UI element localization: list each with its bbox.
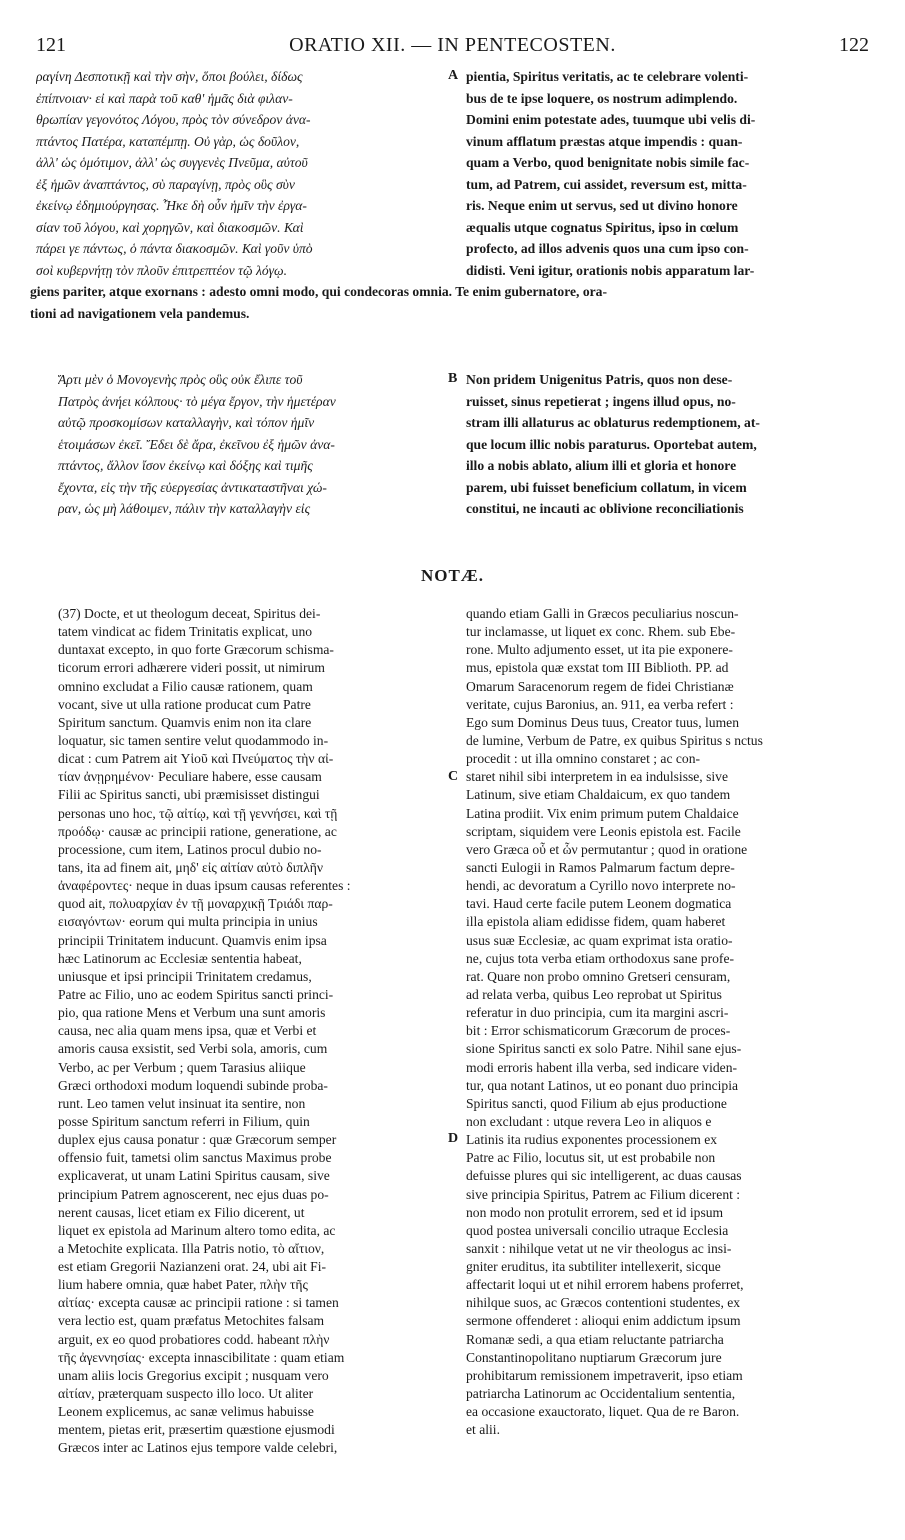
note-text-line: ἀναφέροντες· neque in duas ipsum causas referentes : bbox=[58, 878, 351, 894]
greek-text-line: θρωπίαν γεγονότος Λόγου, πρὸς τὸν σύνεδρον ἀνα- bbox=[36, 112, 311, 127]
note-text-line: Filii ac Spiritus sancti, ubi præmisisset distingui bbox=[58, 787, 320, 803]
note-text-line: causa, nec alia quam mens ipsa, quæ et Verbi et bbox=[58, 1023, 317, 1039]
note-text-line: processione, cum item, Latinos procul dubio no- bbox=[58, 841, 322, 857]
latin-text-line: que locum illic nobis paraturus. Oportebat autem, bbox=[466, 436, 757, 452]
note-text-line: duplex ejus causa ponatur : quæ Græcorum semper bbox=[58, 1132, 337, 1148]
note-text-line: nihilque suos, ac Græcos contentioni studentes, ex bbox=[466, 1295, 741, 1311]
note-text-line: arguit, ex eo quod probatiores codd. habeant πλὴν bbox=[58, 1331, 330, 1347]
note-text-line: amoris causa exsistit, sed Verbi sola, amoris, cum bbox=[58, 1041, 328, 1057]
latin-column-section-2 bbox=[466, 369, 870, 520]
note-text-line: bit : Error schismaticorum Græcorum de proces- bbox=[466, 1023, 731, 1039]
running-header bbox=[36, 34, 869, 60]
latin-text-line: æqualis utque cognatus Spiritus, ipso in cœlum bbox=[466, 219, 739, 235]
note-text-line: sancti Eulogii in Ramos Palmarum factum depre- bbox=[466, 859, 735, 875]
note-text-line: τίαν ἀνῃρημένον· Peculiare habere, esse causam bbox=[58, 769, 322, 785]
note-text-line: Patre ac Filio, uno ac eodem Spiritus sancti princi- bbox=[58, 986, 334, 1002]
latin-text-line: tum, ad Patrem, cui assidet, reversum est, mitta- bbox=[466, 176, 747, 192]
note-text-line: lium habere omnia, quæ habet Pater, πλὴν τῆς bbox=[58, 1277, 308, 1293]
note-text-line: mus, epistola quæ exstat tom III Biblioth. PP. ad bbox=[466, 660, 729, 676]
column-marker-d: D bbox=[448, 1131, 459, 1146]
note-text-line: illa epistola aliam edidisse fidem, quam haberet bbox=[466, 914, 726, 930]
greek-column-section-1 bbox=[36, 66, 444, 281]
note-text-line: modi erroris habent illa verba, sed indicare viden- bbox=[466, 1059, 738, 1075]
column-marker-c: C bbox=[448, 769, 459, 784]
latin-text-line: bus de te ipse loquere, os nostrum adimplendo. bbox=[466, 90, 738, 106]
latin-text-line: stram illi allaturus ac oblaturus redemptionem, at- bbox=[466, 415, 760, 430]
note-text-line: sermone offenderet : alioqui enim addictum ipsum bbox=[466, 1313, 741, 1329]
full-width-latin-continuation bbox=[30, 281, 870, 324]
greek-text-line: ἔχοντα, εἰς τὴν τῆς εὐεργεσίας ἀντικαταστῆναι χώ- bbox=[58, 479, 327, 495]
note-text-line: veritate, cujus Baronius, an. 911, ea verba refert : bbox=[466, 696, 734, 712]
greek-text-line: αὐτῷ προσκομίσων καταλλαγὴν, καὶ τόπον ἡμῖν bbox=[58, 415, 315, 430]
note-text-line: hendi, ac devoratum a Cyrillo novo interprete no- bbox=[466, 878, 736, 894]
note-text-line: loquatur, sic tamen sentire velut quodammodo in- bbox=[58, 732, 329, 748]
latin-text-line: ris. Neque enim ut servus, sed ut divino honore bbox=[466, 198, 738, 213]
greek-text-line: πτάντος Πατέρα, καταπέμπῃ. Οὐ γὰρ, ὡς δοῦλον, bbox=[36, 133, 300, 149]
note-text-line: (37) Docte, et ut theologum deceat, Spiritus dei- bbox=[58, 606, 321, 621]
note-text-line: ticorum errori adhærere videri possit, ut nimirum bbox=[58, 660, 325, 676]
note-text-line: liquet ex epistola ad Marinum altero tomo edita, ac bbox=[58, 1222, 336, 1238]
note-text-line: quod ait, πολυαρχίαν ἐν τῇ μοναρχικῇ Τριάδι παρ- bbox=[58, 896, 333, 912]
latin-text-line: illo a nobis ablato, alium illi et gloria et honore bbox=[466, 458, 737, 473]
note-text-line: personas uno hoc, τῷ αἰτίῳ, καὶ τῇ γεννήσει, καὶ τῇ bbox=[58, 805, 338, 821]
greek-text-line: Ἄρτι μὲν ὁ Μονογενὴς πρὸς οὓς οὐκ ἔλιπε τοῦ bbox=[58, 372, 303, 387]
note-text-line: Verbo, ac per Verbum ; quem Tarasius aliique bbox=[58, 1059, 306, 1075]
note-text-line: Latinis ita rudius exponentes processionem ex bbox=[466, 1132, 718, 1148]
note-text-line: mentem, pietas erit, præsertim quæstione ejusmodi bbox=[58, 1422, 335, 1438]
note-text-line: et alii. bbox=[466, 1422, 500, 1438]
note-text-line: Spiritus sancti, quod Filium ab ejus productione bbox=[466, 1095, 727, 1111]
note-text-line: duntaxat excepto, in quo forte Græcorum schisma- bbox=[58, 642, 334, 658]
latin-text-line: profecto, ad illos advenis quos una cum ipso con- bbox=[466, 241, 749, 256]
note-text-line: tans, ita ad finem ait, μηδ' εἰς αἰτίαν αὐτὸ διπλῆν bbox=[58, 859, 324, 875]
greek-text-line: σίαν τοῦ λόγου, καὶ χορηγῶν, καὶ διακοσμῶν. Καὶ bbox=[36, 219, 304, 235]
latin-text-line: didisti. Veni igitur, orationis nobis apparatum lar- bbox=[466, 262, 755, 278]
note-text-line: runt. Leo tamen velut insinuat ita sentire, non bbox=[58, 1095, 306, 1111]
note-text-line: προόδῳ· causæ ac principii ratione, generatione, ac bbox=[58, 823, 337, 839]
note-text-line: αἰτίας· excepta causæ ac principii ratione : si tamen bbox=[58, 1295, 339, 1311]
note-text-line: tur inclamasse, ut liquet ex conc. Rhem. sub Ebe- bbox=[466, 624, 736, 640]
note-text-line: sione Spiritus sancti ex solo Patre. Nihil sane ejus- bbox=[466, 1041, 742, 1057]
page-number-right: 122 bbox=[839, 34, 869, 56]
note-text-line: Patre ac Filio, locutus sit, ut est probabile non bbox=[466, 1150, 716, 1166]
column-marker-b: B bbox=[448, 371, 458, 386]
note-text-line: Græci orthodoxi modum loquendi subinde proba- bbox=[58, 1077, 328, 1093]
note-text-line: Ego sum Dominus Deus tuus, Creator tuus, lumen bbox=[466, 714, 739, 730]
latin-text-line: Non pridem Unigenitus Patris, quos non dese- bbox=[466, 372, 733, 387]
note-text-line: tur, qua notant Latinos, ut eo ponant duo principia bbox=[466, 1077, 739, 1093]
note-text-line: affectarit loqui ut et nihil errorem habens proferret, bbox=[466, 1277, 744, 1293]
note-text-line: omnino excludat a Filio causæ rationem, quam bbox=[58, 678, 313, 694]
note-text-line: αἰτίαν, præterquam suspecto illo loco. Ut aliter bbox=[58, 1386, 314, 1402]
latin-text-line: tioni ad navigationem vela pandemus. bbox=[30, 305, 250, 321]
note-text-line: Græcos inter ac Latinos ejus tempore valde celebri, bbox=[58, 1440, 338, 1456]
note-text-line: Constantinopolitano nuptiarum Græcorum jure bbox=[466, 1349, 722, 1365]
note-text-line: quando etiam Galli in Græcos peculiarius noscun- bbox=[466, 606, 739, 621]
note-text-line: Omarum Saracenorum regem de fidei Christianæ bbox=[466, 678, 734, 694]
note-text-line: principii Trinitatem inducunt. Quamvis enim ipsa bbox=[58, 932, 327, 948]
note-text-line: staret nihil sibi interpretem in ea indulsisse, sive bbox=[466, 769, 729, 785]
latin-text-line: pientia, Spiritus veritatis, ac te celebrare volenti- bbox=[466, 69, 749, 84]
note-text-line: quod postea universali concilio utraque Ecclesia bbox=[466, 1222, 729, 1238]
note-text-line: nerent causas, licet etiam ex Filio dicerent, ut bbox=[58, 1204, 305, 1220]
note-text-line: rat. Quare non probo omnino Gretseri censuram, bbox=[466, 968, 731, 984]
latin-text-line: constitui, ne incauti ac oblivione reconciliationis bbox=[466, 501, 744, 516]
note-text-line: dicat : cum Patrem ait Υἱοῦ καὶ Πνεύματος τὴν αἰ- bbox=[58, 751, 334, 767]
note-text-line: principium Patrem agnoscerent, nec ejus duas po- bbox=[58, 1186, 329, 1202]
notes-heading: NOTÆ. bbox=[420, 566, 485, 585]
note-text-line: Romanæ sedi, a qua etiam reluctante patriarcha bbox=[466, 1331, 724, 1347]
column-marker-a: A bbox=[448, 68, 459, 83]
note-text-line: prohibitarum remissionem impetraverit, ipso etiam bbox=[466, 1367, 743, 1383]
note-text-line: rone. Multo adjumento esset, ut ita pie exponere- bbox=[466, 642, 733, 658]
note-text-line: sanxit : nihilque vetat ut ne vir theologus ac insi- bbox=[466, 1240, 732, 1256]
greek-text-line: Πατρὸς ἀνήει κόλπους· τὸ μέγα ἔργον, τὴν ἡμετέραν bbox=[58, 393, 336, 409]
note-text-line: sive principia Spiritus, Patrem ac Filium dicerent : bbox=[466, 1186, 741, 1202]
greek-text-line: ἀλλ' ὡς ὁμότιμον, ἀλλ' ὡς συγγενὲς Πνεῦμα, αὐτοῦ bbox=[36, 155, 308, 170]
latin-text-line: giens pariter, atque exornans : adesto omni modo, qui condecoras omnia. Te enim gubernatore, ora- bbox=[30, 284, 607, 299]
greek-text-line: ἐκείνῳ ἐδημιούργησας. Ἧκε δὴ οὖν ἡμῖν τὴν ἐργα- bbox=[36, 198, 307, 213]
note-text-line: ad relata verba, quibus Leo reprobat ut Spiritus bbox=[466, 986, 722, 1002]
latin-text-line: quam a Verbo, quod benignitate nobis simile fac- bbox=[466, 155, 750, 170]
latin-column-section-1 bbox=[466, 66, 870, 281]
note-text-line: a Metochite explicata. Illa Patris notio, τὸ αἴτιον, bbox=[58, 1240, 325, 1256]
note-text-line: pio, qua ratione Mens et Verbum una sunt amoris bbox=[58, 1005, 326, 1021]
greek-text-line: πάρει γε πάντως, ὁ πάντα διακοσμῶν. Καὶ γοῦν ὑπὸ bbox=[36, 241, 313, 256]
note-text-line: referatur in duo principia, cum ita margini ascri- bbox=[466, 1005, 729, 1021]
note-text-line: non modo non protulit errorem, sed et id ipsum bbox=[466, 1204, 724, 1220]
latin-text-line: vinum afflatum præstas atque impendis : quan- bbox=[466, 133, 743, 149]
running-title: ORATIO XII. — IN PENTECOSTEN. bbox=[289, 34, 616, 56]
latin-text-line: Domini enim potestate ades, tuumque ubi velis di- bbox=[466, 112, 756, 127]
note-text-line: Latina prodiit. Vix enim primum putem Chaldaice bbox=[466, 805, 739, 821]
latin-text-line: parem, ubi fuisset beneficium collatum, in vicem bbox=[466, 479, 747, 495]
note-text-line: ea occasione exauctorato, liquet. Qua de re Baron. bbox=[466, 1404, 740, 1420]
note-text-line: gniter eruditus, ita subtiliter intellexerit, sicque bbox=[466, 1259, 721, 1275]
greek-column-section-2 bbox=[58, 369, 443, 520]
note-text-line: vero Græca οὖ et ὧν permutantur ; quod in oratione bbox=[466, 841, 748, 857]
note-text-line: scriptam, siquidem vere Leonis epistola est. Facile bbox=[466, 823, 741, 839]
note-text-line: posse Spiritum sanctum referri in Filium, quin bbox=[58, 1113, 310, 1129]
notes-right-column bbox=[466, 605, 870, 1439]
note-text-line: vera lectio est, quam præfatus Metochites falsam bbox=[58, 1313, 325, 1329]
note-text-line: defuisse plures qui sic intelligerent, ac duas causas bbox=[466, 1168, 742, 1184]
note-text-line: uniusque et ipsi principii Trinitatem credamus, bbox=[58, 968, 312, 984]
note-text-line: est etiam Gregorii Nazianzeni orat. 24, ubi ait Fi- bbox=[58, 1259, 327, 1275]
note-text-line: usus suæ Ecclesiæ, ac quam exprimat ista oratio- bbox=[466, 932, 733, 948]
note-text-line: vocant, sive ut ulla ratione producat cum Patre bbox=[58, 696, 311, 712]
greek-text-line: ἐπίπνοιαν· εἰ καὶ παρὰ τοῦ καθ' ἡμᾶς διὰ φιλαν- bbox=[36, 90, 293, 106]
note-text-line: τῆς ἀγεννησίας· excepta innascibilitate : quam etiam bbox=[58, 1349, 345, 1365]
note-text-line: ne, cujus tota verba etiam orthodoxus sane profe- bbox=[466, 950, 735, 966]
note-text-line: de lumine, Verbum de Patre, ex quibus Spiritus s nctus bbox=[466, 732, 763, 748]
note-text-line: offensio fuit, tametsi olim sanctus Maximus probe bbox=[58, 1150, 332, 1166]
note-text-line: explicaverat, ut unam Latini Spiritus causam, sive bbox=[58, 1168, 330, 1184]
note-text-line: hæc Latinorum ac Ecclesiæ sententia habeat, bbox=[58, 950, 302, 966]
note-text-line: non excludant : utque revera Leo in aliquos e bbox=[466, 1113, 712, 1129]
note-text-line: Leonem explicemus, ac sanæ velimus habuisse bbox=[58, 1404, 314, 1420]
latin-text-line: ruisset, sinus repetierat ; ingens illud opus, no- bbox=[466, 393, 736, 409]
note-text-line: tatem vindicat ac fidem Trinitatis explicat, uno bbox=[58, 624, 313, 640]
note-text-line: Latinum, sive etiam Chaldaicum, ex quo tandem bbox=[466, 787, 731, 803]
note-text-line: unam aliis locis Gregorius excipit ; nusquam vero bbox=[58, 1367, 329, 1383]
greek-text-line: πτάντος, ἄλλον ἴσον ἐκείνῳ καὶ δόξης καὶ τιμῆς bbox=[58, 458, 313, 473]
notes-left-column bbox=[58, 605, 444, 1458]
page-number-left: 121 bbox=[36, 34, 66, 56]
greek-text-line: ἐξ ἡμῶν ἀναπτάντος, σὺ παραγίνῃ, πρὸς οὓς σὺν bbox=[36, 176, 295, 192]
note-text-line: εισαγόντων· eorum qui multa principia in unius bbox=[58, 914, 318, 930]
greek-text-line: ραν, ὡς μὴ λάθοιμεν, πάλιν τὴν καταλλαγὴν εἰς bbox=[58, 501, 311, 516]
greek-text-line: ραγίνη Δεσποτικῇ καὶ τὴν σὴν, ὅποι βούλει, δίδως bbox=[36, 69, 303, 84]
note-text-line: tavi. Haud certe facile putem Leonem dogmatica bbox=[466, 896, 732, 912]
greek-text-line: ἑτοιμάσων ἐκεῖ. Ἔδει δὲ ἄρα, ἐκεῖνου ἐξ ἡμῶν ἀνα- bbox=[58, 436, 335, 452]
greek-text-line: σοὶ κυβερνήτῃ τὸν πλοῦν ἐπιτρεπτέον τῷ λόγῳ. bbox=[36, 262, 287, 278]
note-text-line: procedit : ut illa omnino constaret ; ac con- bbox=[466, 751, 701, 767]
note-text-line: Spiritum sanctum. Quamvis enim non ita clare bbox=[58, 714, 312, 730]
note-text-line: patriarcha Latinorum ac Occidentalium sententia, bbox=[466, 1386, 736, 1402]
